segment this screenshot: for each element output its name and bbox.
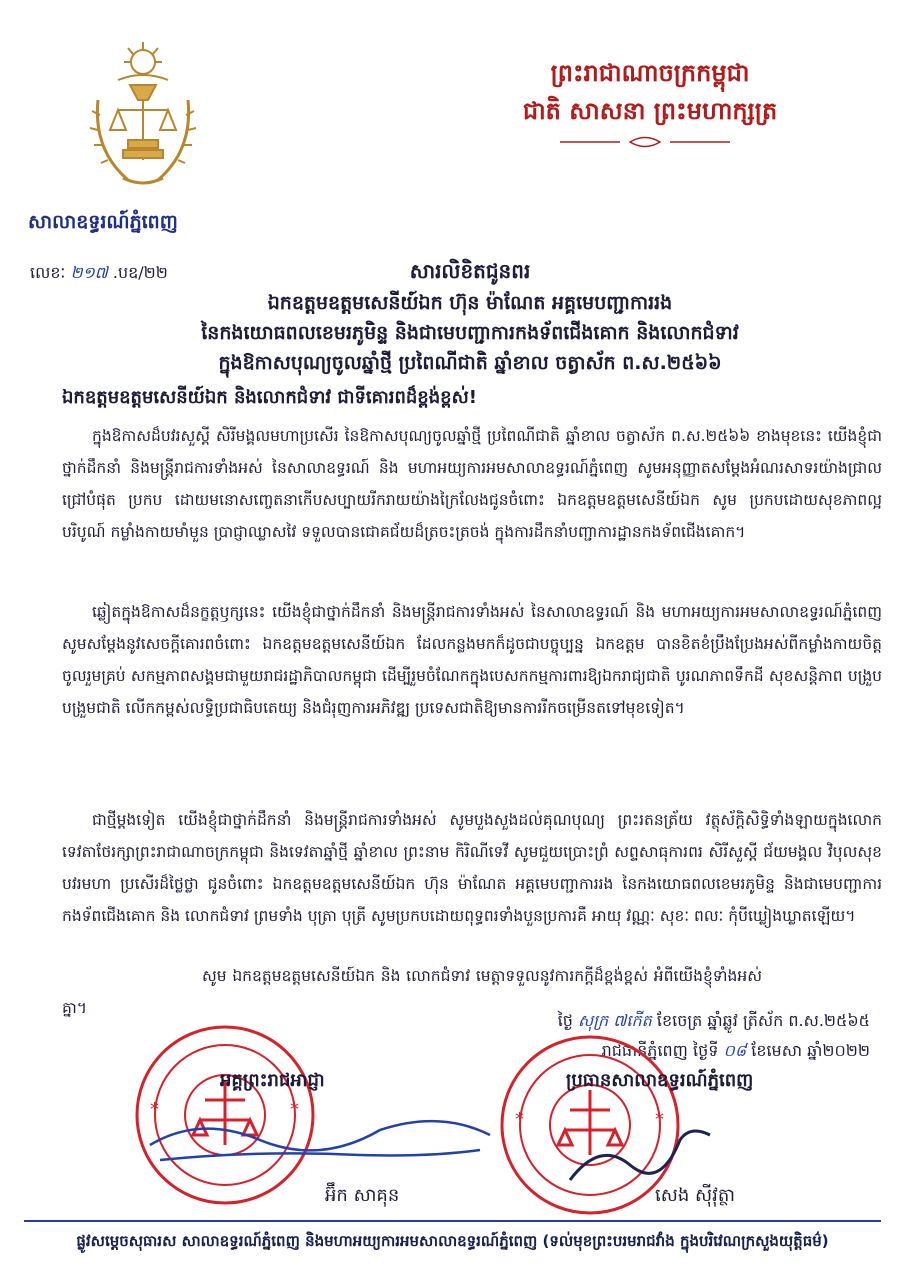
document-type: សារលិខិតជូនពរ <box>409 259 531 283</box>
right-signatory-title: ប្រធានសាលាឧទ្ធរណ៍ភ្នំពេញ <box>566 1070 754 1091</box>
title-line-2: នៃកងយោធពលខេមរភូមិន្ទ និងជាមេបញ្ជាការកងទ័ពជើងគោក និងលោកជំទាវ <box>201 322 739 344</box>
salutation: ឯកឧត្តមឧត្តមសេនីយ៍ឯក និងលោកជំទាវ ជាទីគោរពដ៏ខ្ពង់ខ្ពស់! <box>62 387 477 408</box>
ref-label: លេខៈ <box>30 263 66 282</box>
national-motto: ជាតិ សាសនា ព្រះមហាក្សត្រ <box>522 97 778 125</box>
ref-suffix: .បឧ/២២ <box>112 263 168 282</box>
royal-emblem-icon <box>88 40 198 190</box>
solar-date-suffix: ខែមេសា ឆ្នាំ២០២២ <box>751 1041 870 1060</box>
paragraph-3: ជាថ្មីម្តងទៀត យើងខ្ញុំជាថ្នាក់ដឹកនាំ និងមន្ត្រីរាជការទាំងអស់ សូមបួងសួងដល់គុណបុណ្យ ព្រះរតនត្រ័យ វត្ថុស័ក្តិសិទ្ធិទាំងឡាយក្នុងលោក ទេវតាថែរក្សាព្រះរាជាណាចក្រកម្ពុជា និងទេវតាឆ្នាំថ្មី ឆ្នាំខាល ព្រះនាម កិរិណីទេវី សូមជួយប្រោះព្រំ សព្ទសាធុការពរ សិរីសួស្តី ជ័យមង្គល វិបុលសុខ បវរមហា ប្រសើរដ៏ថ្លៃថ្លា ជូនចំពោះ ឯកឧត្តមឧត្តមសេនីយ៍ឯក ហ៊ុន ម៉ាណែត អគ្គមេបញ្ជាការរង នៃកងយោធពលខេមរភូមិន្ទ និងជាមេបញ្ជាការកងទ័ពជើងគោក និង លោកជំទាវ ព្រមទាំង បុត្រា បុត្រី សូមប្រកបដោយពុទ្ធពរទាំងបួនប្រការគឺ អាយុ វណ្ណៈ សុខៈ ពលៈ កុំបីឃ្លៀងឃ្លាតឡើយ។ <box>62 811 882 925</box>
title-line-3: ក្នុងឱកាសបុណ្យចូលឆ្នាំថ្មី ប្រពៃណីជាតិ ឆ្នាំខាល ចត្វាស័ក ព.ស.២៥៦៦ <box>218 352 722 374</box>
svg-text:*: * <box>655 1109 664 1130</box>
lunar-date-handwritten: សុក្រ ៧កើត <box>578 1011 652 1030</box>
solar-date-prefix: រាជធានីភ្នំពេញ ថ្ងៃទី <box>601 1041 719 1060</box>
left-signature-icon <box>140 1105 500 1175</box>
motto-ornament <box>560 134 730 148</box>
right-signatory-name: សេង ស៊ីវុត្ថា <box>655 1185 735 1206</box>
svg-text:*: * <box>150 1099 159 1120</box>
footer-divider <box>24 1220 881 1222</box>
title-line-1: ឯកឧត្តមឧត្តមសេនីយ៍ឯក ហ៊ុន ម៉ាណែត អគ្គមេបញ្ជាការរង <box>267 292 673 314</box>
paragraph-1: ក្នុងឱកាសដ៏បវរសួស្តី សិរីមង្គលមហាប្រសើរ នៃឱកាសបុណ្យចូលឆ្នាំថ្មី ប្រពៃណីជាតិ ឆ្នាំខាល ចត្វាស័ក ព.ស.២៥៦៦ ខាងមុខនេះ យើងខ្ញុំជាថ្នាក់ដឹកនាំ និងមន្ត្រីរាជការទាំងអស់ នៃសាលាឧទ្ធរណ៍ និង មហាអយ្យការអមសាលាឧទ្ធរណ៍ភ្នំពេញ សូមអនុញ្ញាតសម្តែងអំណរសាទរយ៉ាងជ្រាលជ្រៅបំផុត ប្រកប ដោយមនោសញ្ចេតនាកើបសប្បាយរីករាយយ៉ាងក្រៃលែងជូនចំពោះ ឯកឧត្តមឧត្តមសេនីយ៍ឯក សូម ប្រកបដោយសុខភាពល្អបរិបូណ៍ កម្លាំងកាយមាំមួន ប្រាជ្ញាឈ្លាសវៃ ទទួលបានជោគជ័យដ៏ត្រចះត្រចង់ ក្នុងការដឹកនាំបញ្ជាការដ្ឋានកងទ័ពជើងគោក។ <box>62 427 882 541</box>
svg-text:*: * <box>290 1099 299 1120</box>
kingdom-heading: ព្រះរាជាណាចក្រកម្ពុជា <box>550 59 750 87</box>
organization-name: សាលាឧទ្ធរណ៍ភ្នំពេញ <box>28 211 178 233</box>
svg-text:*: * <box>515 1109 524 1130</box>
left-signatory-title: អគ្គព្រះរាជអាជ្ញា <box>220 1070 325 1091</box>
paragraph-4: សូម ឯកឧត្តមឧត្តមសេនីយ៍ឯក និង លោកជំទាវ មេត្តាទទួលនូវការកក្តីដ៏ខ្ពង់ខ្ពស់ អំពីយើងខ្ញុំទាំងអស់គ្នា។ <box>62 967 762 1017</box>
footer-address: ផ្លូវសម្តេចសុធារស សាលាឧទ្ធរណ៍ភ្នំពេញ និងមហាអយ្យការអមសាលាឧទ្ធរណ៍ភ្នំពេញ (ទល់មុខព្រះបរមរាជវាំង ក្នុងបរិវេណក្រសួងយុត្តិធម៌) <box>76 1232 829 1250</box>
right-signature-icon <box>560 1120 720 1190</box>
lunar-date-prefix: ថ្ងៃ <box>557 1011 573 1030</box>
ref-handwritten-number: ២១៧ <box>70 263 108 282</box>
solar-date-handwritten: ០៨ <box>723 1041 747 1060</box>
paragraph-2: ឆ្លៀតក្នុងឱកាសដ៏នក្ខត្តឫក្សនេះ យើងខ្ញុំជាថ្នាក់ដឹកនាំ និងមន្ត្រីរាជការទាំងអស់ នៃសាលាឧទ្ធរណ៍ និង មហាអយ្យការអមសាលាឧទ្ធរណ៍ភ្នំពេញ សូមសម្តែងនូវសេចក្តីគោរពចំពោះ ឯកឧត្តមឧត្តមសេនីយ៍ឯក ដែលកន្លងមកក៏ដូចជាបច្ចុប្បន្ន ឯកឧត្តម បានខិតខំប្រឹងប្រែងអស់ពីកម្លាំងកាយចិត្ត ចូលរួមគ្រប់ សកម្មភាពសង្គមជាមួយរាជរដ្ឋាភិបាលកម្ពុជា ដើម្បីរួមចំណែកក្នុងបេសកកម្មការពារឱ្យឯករាជ្យជាតិ បូរណភាពទឹកដី សុខសន្តិភាព បង្រួបបង្រួមជាតិ លើកកម្ពស់លទ្ធិប្រជាធិបតេយ្យ និងជំរុញការអភិវឌ្ឍ ប្រទេសជាតិឱ្យមានការរីកចម្រើនតទៅមុខទៀត។ <box>62 603 882 717</box>
lunar-date-suffix: ខែចេត្រ ឆ្នាំឆ្លូវ ត្រីស័ក ព.ស.២៥៦៥ <box>656 1011 870 1030</box>
left-signatory-name: អ៊ឹក សាគុន <box>325 1185 400 1206</box>
